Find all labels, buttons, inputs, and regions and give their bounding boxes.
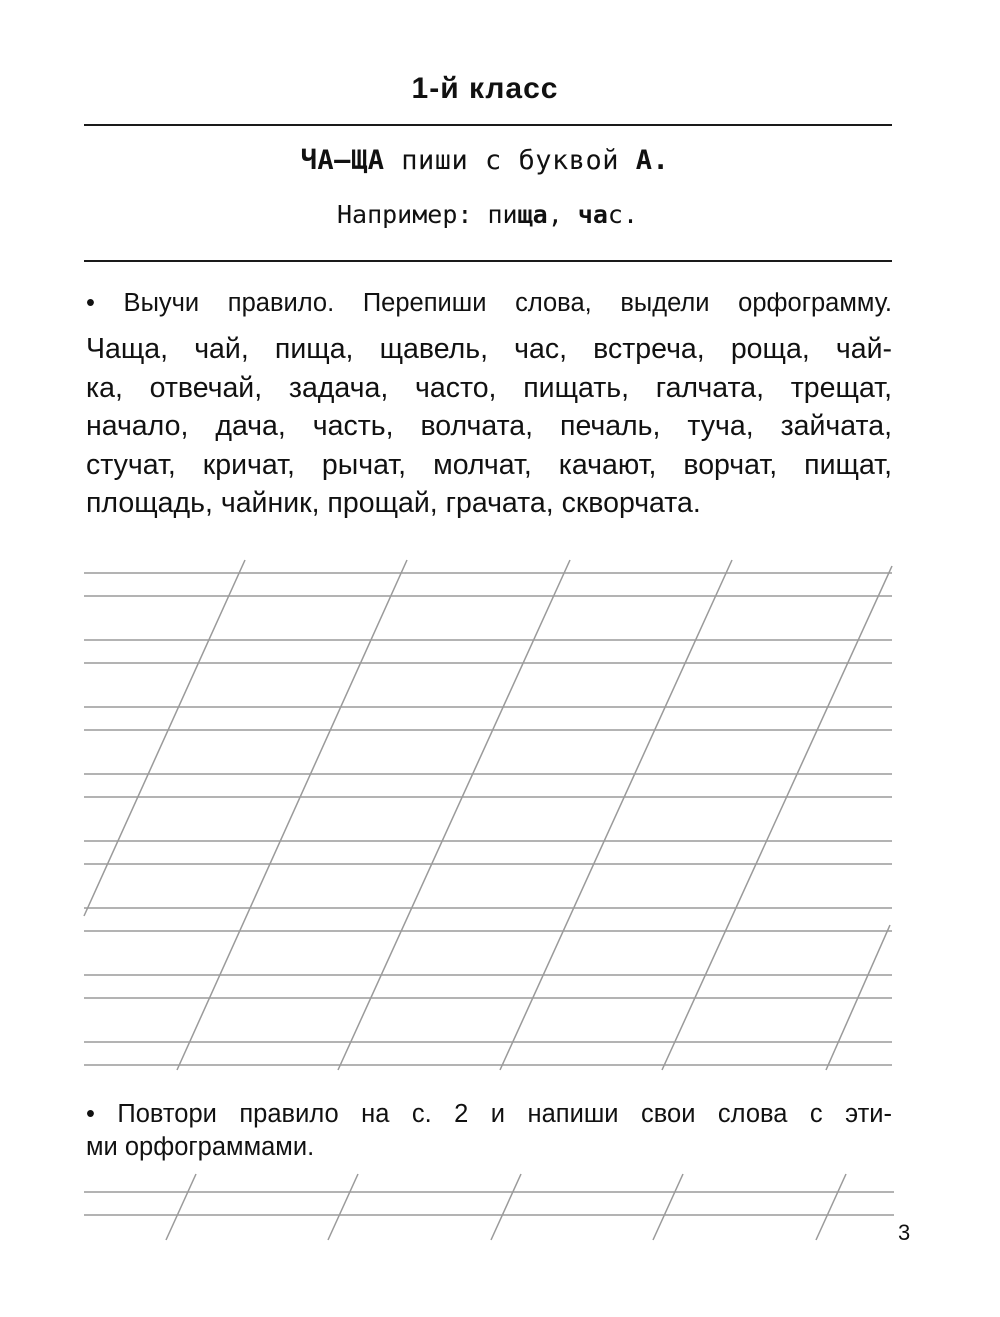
task2-instruction [86, 1098, 892, 1164]
word-list-line: стучат, кричат, рычат, молчат, качают, ворчат, пищат, [86, 448, 892, 481]
task2-line: • Повтори правило на с. 2 и напиши свои слова с эти- [86, 1100, 892, 1128]
example-separator: , [547, 200, 578, 229]
word-list-line: ка, отвечай, задача, часто, пищать, галчата, трещат, [86, 371, 892, 404]
word-list-line: Чаща, чай, пища, щавель, час, встреча, роща, чай- [86, 333, 892, 365]
rule-letter-a: А. [635, 145, 670, 176]
example-prefix: Например: [336, 200, 488, 229]
example-word2-highlight: ча [577, 200, 608, 229]
word-list-line: начало, дача, часть, волчата, печаль, туча, зайчата, [86, 410, 892, 442]
page-title: 1-й класс [411, 72, 559, 105]
example-word2-end: с. [607, 200, 639, 229]
rule-letters: ЧА—ЩА [300, 145, 385, 176]
example-word1-highlight: ща [517, 200, 548, 229]
task2-line: ми орфограммами. [86, 1133, 315, 1161]
word-list-line: площадь, чайник, прощай, грачата, скворчата. [86, 487, 701, 519]
task1-instruction: • Выучи правило. Перепиши слова, выдели орфограмму. [86, 289, 892, 317]
page-number: 3 [898, 1220, 911, 1245]
rule-text: пиши с буквой [384, 145, 636, 176]
example-word1-start: пи [487, 200, 518, 229]
